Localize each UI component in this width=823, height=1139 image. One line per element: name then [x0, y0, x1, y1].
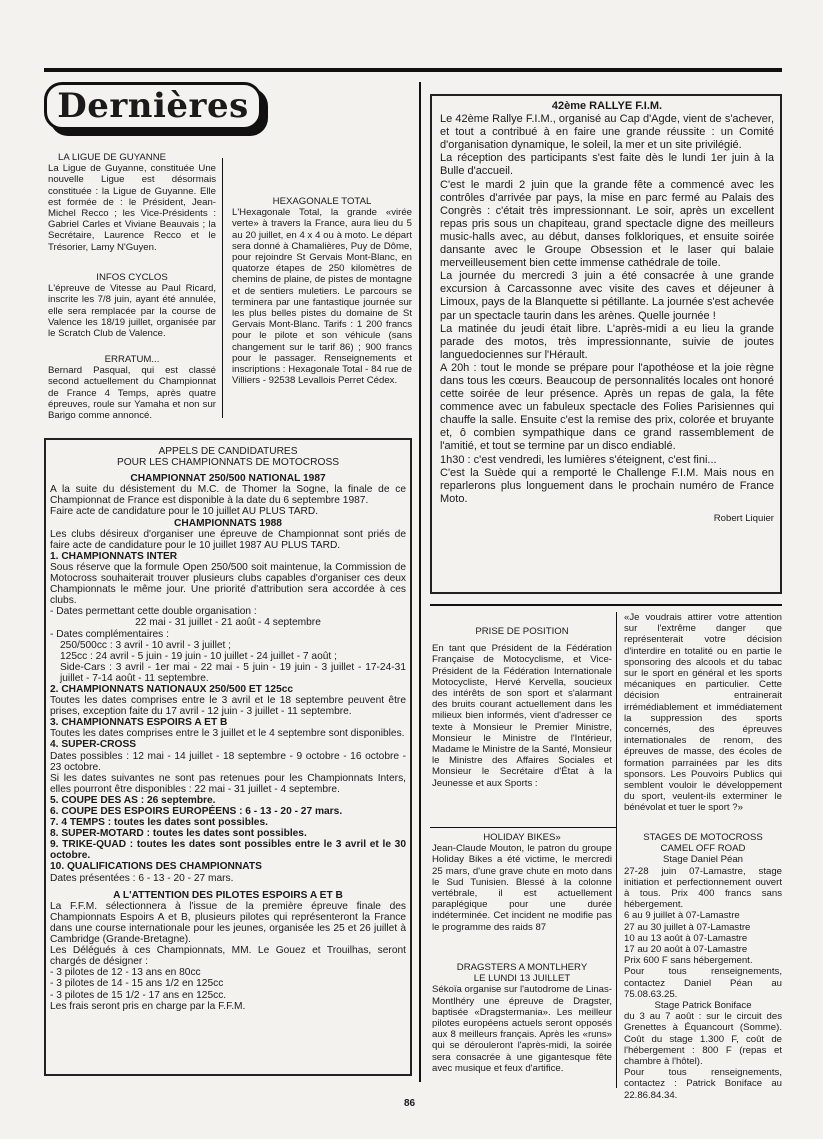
page-number: 86	[404, 1098, 416, 1109]
attention-p5: - 3 pilotes de 15 1/2 - 17 ans en 125cc.	[50, 989, 227, 1001]
stages-p4: 10 au 13 août à 07-Lamastre	[624, 932, 748, 944]
appels-s3-title: 3. CHAMPIONNATS ESPOIRS A ET B	[50, 717, 228, 729]
attention-p2: Les Délégués à ces Championnats, MM. Le Gouez et Trouilhas, seront chargés de désigner :	[50, 945, 406, 968]
attention-p3: - 3 pilotes de 12 - 13 ans en 80cc	[50, 967, 201, 979]
dragsters-title: DRAGSTERS A MONTLHERY	[456, 962, 588, 973]
appels-s1-p3: 22 mai - 31 juillet - 21 août - 4 septembre	[135, 617, 321, 629]
rallye-author: Robert Liquier	[713, 512, 774, 524]
appels-p1: A la suite du désistement du M.C. de Thomer la Sogne, la finale de ce Championnat de France est disponible à la date du 6 septembre 1987.	[50, 484, 406, 507]
appels-s1-p7: Side-Cars : 3 avril - 1er mai - 22 mai - 5 juin - 19 juin - 3 juillet - 17-24-31 juillet - 7-14 août - 11 septembre.	[60, 661, 406, 684]
position-article	[432, 626, 612, 789]
stages-p6: Prix 600 F sans hébergement.	[624, 955, 753, 967]
position-quote	[624, 612, 782, 814]
stages-p3: 27 au 30 juillet à 07-Lamastre	[624, 921, 751, 933]
appels-s6: 6. COUPE DES ESPOIRS EUROPÉENS : 6 - 13 - 20 - 27 mars.	[50, 806, 343, 817]
appels-p3: Les clubs désireux d'organiser une épreuve de Championnat sont priés de faire acte de candidature pour le 10 juillet 1987 AU PLUS TARD.	[50, 528, 406, 551]
appels-s4-p2: Si les dates suivantes ne sont pas retenues pour les Championnats Inters, elles pourront être disponibles : 22 mai - 31 juillet - 4 septembre.	[50, 772, 406, 795]
appels-article	[50, 446, 406, 1012]
rallye-title: 42ème RALLYE F.I.M.	[551, 100, 663, 112]
dragsters-subtitle: LE LUNDI 13 JUILLET	[473, 973, 571, 985]
hexagonale-title: HEXAGONALE TOTAL	[272, 196, 372, 207]
stages-p7: Pour tous renseignements, contactez Daniel Péan au 75.08.63.25.	[624, 966, 782, 1000]
rallye-p6: A 20h : tout le monde se prépare pour l'apothéose et la joie règne dans tous les cœurs. Beaucoup de personnalités locales ont honoré cette soirée de leur présence. Après un repas de gala, la fête commence avec un fabuleux spectacle des Folies Parisiennes qui chauffe la salle. Ensuite c'est la remise des prix, colorée et bruyante et, ô combien sympathique dans ce grand rassemblement de l'amitié, et tout se termine par un disco endiablé.	[440, 361, 774, 453]
cyclos-article	[48, 272, 216, 339]
holiday-article	[432, 832, 612, 933]
column-divider-bottom-right	[616, 612, 617, 1088]
column-divider-center	[419, 82, 421, 1082]
stages-article	[624, 832, 782, 1101]
top-rule	[44, 68, 782, 72]
stages-subtitle: CAMEL OFF ROAD	[660, 843, 746, 855]
appels-sub-1988: CHAMPIONNATS 1988	[174, 517, 282, 529]
position-body: En tant que Président de la Fédération Française de Motocyclisme, et Vice-Président de la Fédération Internationale Motocycliste, Hervé Kervella, soucieux des intérêts de son sport et s'alarmant des bruits courant actuellement dans les milieux bien informés, vient d'adresser ce texte à Monsieur le Premier Ministre, Monsieur le Ministre de l'Intérieur, Madame le Ministre de la Santé, Monsieur le Ministre des Affaires Sociales et Monsieur le Secrétaire d'État à la Jeunesse et aux Sports :	[432, 643, 612, 789]
hexagonale-body: L'Hexagonale Total, la grande «virée verte» à travers la France, aura lieu du 5 au 20 juillet, en 4 x 4 ou à moto. Le départ sera donné à Chamalières, Puy de Dôme, pour rejoindre St Gervais Mont-Blanc, en quatorze étapes de 250 kilomètres de chemins de plaine, de pistes de montagne et de sentiers muletiers. Le parcours se terminera par une fantastique journée sur les plus belles pistes du domaine de St Gervais Mont-Blanc. Tarifs : 1 200 francs pour le pilote et son véhicule (sans changement sur le tarif 86) ; 900 francs pour le passager. Renseignements et inscriptions : Hexagonale Total - 84 rue de Villiers - 92538 Levallois Perret Cédex.	[232, 207, 412, 387]
appels-s8: 8. SUPER-MOTARD : toutes les dates sont possibles.	[50, 828, 307, 840]
appels-sub-national: CHAMPIONNAT 250/500 NATIONAL 1987	[130, 473, 326, 485]
stages-sub-pean: Stage Daniel Péan	[662, 854, 743, 866]
appels-title: APPELS DE CANDIDATURES	[158, 446, 298, 457]
appels-s1-title: 1. CHAMPIONNATS INTER	[50, 550, 178, 562]
divider-holiday-stages	[430, 827, 616, 828]
column-divider-left	[222, 158, 223, 418]
hexagonale-article	[232, 196, 412, 386]
appels-s10-p: Dates présentées : 6 - 13 - 20 - 27 mars.	[50, 872, 234, 884]
stages-title: STAGES DE MOTOCROSS	[643, 832, 763, 843]
stages-p9: Pour tous renseignements, contactez : Patrick Boniface au 22.86.84.34.	[624, 1067, 782, 1101]
cyclos-title: INFOS CYCLOS	[96, 272, 168, 283]
appels-s5: 5. COUPE DES AS : 26 septembre.	[50, 794, 216, 806]
appels-p2: Faire acte de candidature pour le 10 juillet AU PLUS TARD.	[50, 506, 319, 518]
appels-s1-p4: - Dates complémentaires :	[50, 628, 169, 640]
attention-title: A L'ATTENTION DES PILOTES ESPOIRS A ET B	[113, 889, 343, 901]
rallye-p2: La réception des participants s'est faite dès le lundi 1er juin à la Bulle d'accueil.	[440, 152, 774, 178]
stages-p1: 27-28 juin 07-Lamastre, stage initiation et perfectionnement ouvert à tous. Prix 400 francs sans hébergement.	[624, 865, 782, 911]
ligue-title: LA LIGUE DE GUYANNE	[58, 152, 167, 163]
stages-p8: du 3 au 7 août : sur le circuit des Grenettes à Équancourt (Somme). Coût du stage 1.300 F, coût de l'hébergement : 800 F (repas et chambre à l'hôtel).	[624, 1011, 782, 1068]
attention-p6: Les frais seront pris en charge par la F.F.M.	[50, 1000, 246, 1012]
rallye-p7: 1h30 : c'est vendredi, les lumières s'éteignent, c'est fini...	[440, 453, 717, 466]
appels-s4-p1: Dates possibles : 12 mai - 14 juillet - 18 septembre - 9 octobre - 16 octobre - 23 octobre.	[50, 750, 406, 773]
appels-s1-p1: Sous réserve que la formule Open 250/500 soit maintenue, la Commission de Motocross souhaiterait trouver plusieurs clubs capables d'organiser ces deux Championnats le même jour. Une priorité d'attribution sera accordée à ces clubs.	[50, 561, 406, 607]
rallye-p3: C'est le mardi 2 juin que la grande fête a commencé avec les contrôles d'arrivée par pays, la mise en parc fermé au Palais des Congrès : c'était très impressionnant. Le soir, après un excellent repas pris sous un chapiteau, grand spectacle digne des meilleurs music-halls avec, au début, danses folkloriques, et ensuite soirée dansante avec le Groupe Obsession et le laser qui balaie merveilleusement bien cette immense cathédrale de toile.	[440, 178, 774, 270]
rallye-p1: Le 42ème Rallye F.I.M., organisé au Cap d'Agde, vient de s'achever, et tout a contribué à en faire une grande réussite : un Comité d'organisation dynamique, le soleil, la mer et un site privilégié.	[440, 113, 774, 152]
cyclos-body: L'épreuve de Vitesse au Paul Ricard, inscrite les 7/8 juin, ayant été annulée, elle sera remplacée par la course de Valence les 18/19 juillet, organisée par le Scratch Club de Valence.	[48, 283, 216, 340]
appels-s3-p: Toutes les dates comprises entre le 3 juillet et le 4 septembre sont disponibles.	[50, 728, 405, 740]
appels-s1-p2: - Dates permettant cette double organisation :	[50, 606, 257, 618]
appels-s2-p: Toutes les dates comprises entre le 3 avril et le 18 septembre peuvent être prises, exception faite du 17 avril - 12 juin - 3 juillet - 11 septembre.	[50, 695, 406, 718]
dragsters-body: Sékoïa organise sur l'autodrome de Linas-Montlhéry une épreuve de Dragster, baptisée «Dragstermania». Les meilleur pilotes européens actuels seront opposés aux 8 meilleurs français. Après les «runs» qui se dérouleront l'après-midi, la soirée sera consacrée à une gigantesque fête avec musique et feux d'artifice.	[432, 984, 612, 1074]
appels-s1-p6: 125cc : 24 avril - 5 juin - 19 juin - 10 juillet - 24 juillet - 7 août ;	[60, 650, 337, 662]
dragsters-article	[432, 962, 612, 1074]
appels-s4-title: 4. SUPER-CROSS	[50, 739, 137, 751]
ligue-article	[48, 152, 216, 253]
section-logo	[44, 82, 270, 138]
rallye-p5: La matinée du jeudi était libre. L'après-midi a eu lieu la grande parade des motos, très impressionnante, suivie de joutes languedociennes sur l'Hérault.	[440, 322, 774, 361]
stages-sub-boniface: Stage Patrick Boniface	[654, 1000, 752, 1012]
appels-s7: 7. 4 TEMPS : toutes les dates sont possibles.	[50, 817, 268, 829]
appels-subtitle: POUR LES CHAMPIONNATS DE MOTOCROSS	[116, 457, 340, 469]
erratum-body: Bernard Pasqual, qui est classé second actuellement du Championnat de France 4 Temps, après quatre épreuves, roule sur Yamaha et non sur Barigo comme annoncé.	[48, 365, 216, 422]
erratum-title: ERRATUM...	[104, 354, 160, 365]
erratum-article	[48, 354, 216, 421]
rallye-p8: C'est la Suède qui a remporté le Challenge F.I.M. Mais nous en reparlerons plus longuement dans le prochain numéro de France Moto.	[440, 466, 774, 505]
holiday-body: Jean-Claude Mouton, le patron du groupe Holiday Bikes a été victime, le mercredi 25 mars, d'une grave chute en moto dans le Sud Tunisien. Blessé à la colonne vertébrale, il est actuellement paraplégique pour une durée indéterminée. Cet incident ne modifie pas le programme des raids 87	[432, 843, 612, 933]
holiday-title: HOLIDAY BIKES»	[483, 832, 561, 843]
rallye-article	[440, 100, 774, 525]
rallye-p4: La journée du mercredi 3 juin a été consacrée à une grande excursion à Carcassonne avec visite des caves et déjeuner à Limoux, pays de la Blanquette si pétillante. La journée s'est achevée par un spectacle taurin dans les arènes. Quelle journée !	[440, 270, 774, 322]
stages-p5: 17 au 20 août à 07-Lamastre	[624, 944, 748, 956]
divider-position	[430, 604, 782, 606]
attention-p4: - 3 pilotes de 14 - 15 ans 1/2 en 125cc	[50, 978, 224, 990]
stages-p2: 6 au 9 juillet à 07-Lamastre	[624, 910, 740, 922]
appels-s2-title: 2. CHAMPIONNATS NATIONAUX 250/500 ET 125cc	[50, 683, 294, 695]
appels-s9: 9. TRIKE-QUAD : toutes les dates sont possibles entre le 3 avril et le 30 octobre.	[50, 839, 406, 862]
attention-p1: La F.F.M. sélectionnera à l'issue de la première épreuve finale des Championnats Espoirs A et B, plusieurs pilotes qui représenteront la France dans une course internationale pour les jeunes, organisée les 25 et 26 juillet à Cambridge (Grande-Bretagne).	[50, 900, 406, 946]
appels-s1-p5: 250/500cc : 3 avril - 10 avril - 3 juillet ;	[60, 639, 231, 651]
logo-text: Dernières	[44, 82, 262, 130]
position-quote-text: «Je voudrais attirer votre attention sur l'extrême danger que représenterait votre décision d'interdire en totalité ou en partie le sponsoring des alcools et du tabac sur le sport en général et les sports mécaniques en particulier. Cette décision entrainerait irrémédiablement et immédiatement la suppression des sports concernés, des épreuves internationales de renom, des épreuves de masse, des écoles de formation parrainées par les dits sponsors. Les Pouvoirs Publics qui semblent vouloir le développement du sport, veulent-ils exterminer le bénévolat et tuer le sport ?»	[624, 612, 782, 814]
appels-s10-title: 10. QUALIFICATIONS DES CHAMPIONNATS	[50, 861, 262, 873]
ligue-body: La Ligue de Guyanne, constituée Une nouvelle Ligue est désormais constituée : la Ligue de Guyanne. Elle est formée de : le Président, Jean-Michel Recco ; les Vice-Présidents : Gabriel Carles et Viviane Beauvais ; la Secrétaire, Laurence Recco et le Trésorier, Lamy N'Guyen.	[48, 163, 216, 253]
position-title: PRISE DE POSITION	[475, 626, 569, 637]
